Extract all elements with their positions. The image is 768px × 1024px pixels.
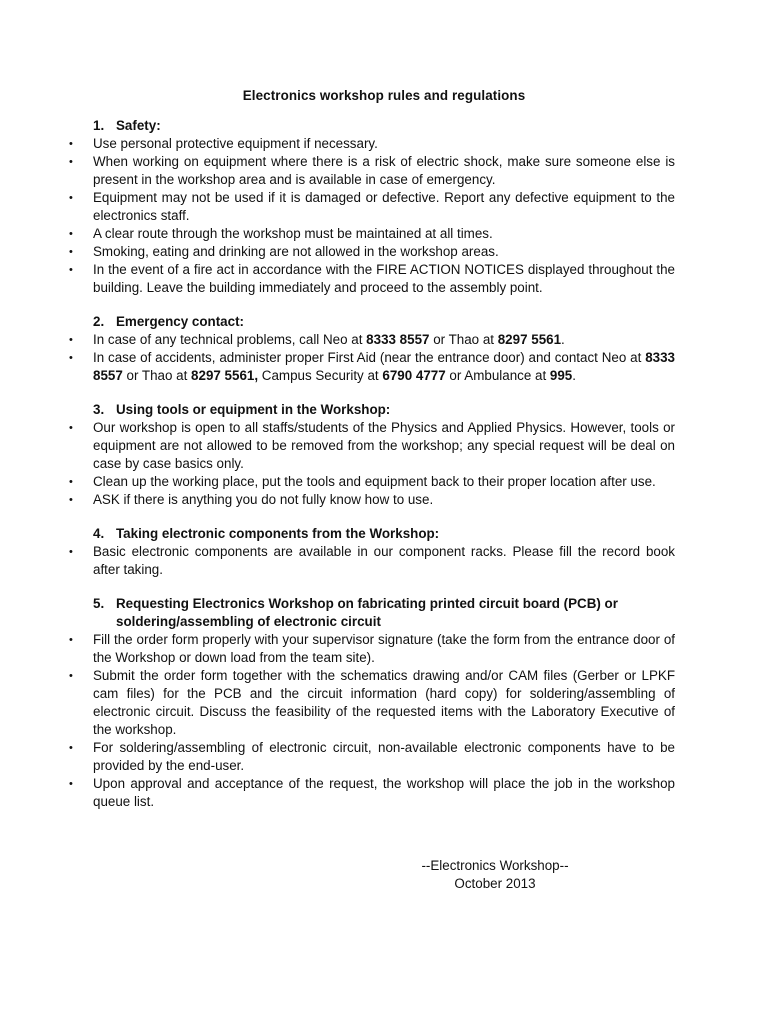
bullet-list (65, 331, 675, 385)
item-text: In case of any technical problems, call Neo at (93, 332, 367, 347)
phone-number: 995 (549, 368, 573, 383)
phone-number: 6790 4777 (382, 368, 446, 383)
bullet-list (65, 631, 675, 811)
list-item (65, 419, 675, 473)
bullet-icon: • (69, 352, 73, 364)
list-item (65, 349, 675, 385)
item-text: In case of accidents, administer proper First Aid (near the entrance door) and contact Neo at (93, 350, 646, 365)
phone-number: 8297 5561, (191, 368, 259, 383)
list-item (65, 739, 675, 775)
item-text: . (561, 332, 565, 347)
section-heading (65, 401, 675, 419)
bullet-icon: • (69, 670, 73, 682)
bullet-icon: • (69, 192, 73, 204)
bullet-icon: • (69, 264, 73, 276)
item-text: Fill the order form properly with your supervisor signature (take the form from the entrance door of the Workshop or down load from the team site). (93, 632, 675, 665)
bullet-list (65, 419, 675, 509)
item-text: Basic electronic components are available in our component racks. Please fill the record book after taking. (93, 544, 675, 577)
section-heading-text: Taking electronic components from the Workshop: (116, 526, 440, 541)
item-text: Equipment may not be used if it is damaged or defective. Report any defective equipment to the electronics staff. (93, 190, 675, 223)
section-heading-text: Requesting Electronics Workshop on fabricating printed circuit board (PCB) or soldering/assembling of electronic circuit (116, 596, 618, 629)
bullet-icon: • (69, 742, 73, 754)
bullet-icon: • (69, 546, 73, 558)
section-heading (65, 595, 675, 631)
bullet-icon: • (69, 334, 73, 346)
section-heading (65, 313, 675, 331)
list-item (65, 667, 675, 739)
item-text: . (572, 368, 576, 383)
list-item (65, 243, 675, 261)
item-text: For soldering/assembling of electronic circuit, non-available electronic components have to be provided by the end-user. (93, 740, 675, 773)
section-number: 2. (93, 314, 105, 329)
bullet-icon: • (69, 476, 73, 488)
section-heading (65, 117, 675, 135)
list-item (65, 189, 675, 225)
section-number: 1. (93, 118, 105, 133)
bullet-icon: • (69, 494, 73, 506)
document-title: Electronics workshop rules and regulations (242, 88, 526, 103)
list-item (65, 225, 675, 243)
section-number: 3. (93, 402, 105, 417)
bullet-icon: • (69, 156, 73, 168)
bullet-icon: • (69, 778, 73, 790)
document-date: October 2013 (454, 876, 536, 891)
item-text: or Thao at (122, 368, 192, 383)
item-text: Upon approval and acceptance of the request, the workshop will place the job in the workshop queue list. (93, 776, 675, 809)
section-heading (65, 525, 675, 543)
item-text: Campus Security at (258, 368, 383, 383)
item-text: Use personal protective equipment if necessary. (93, 136, 378, 151)
list-item (65, 775, 675, 811)
bullet-list (65, 543, 675, 579)
list-item (65, 631, 675, 667)
item-text: or Ambulance at (445, 368, 550, 383)
section-number: 5. (93, 596, 105, 611)
section-heading-text: Using tools or equipment in the Workshop: (116, 402, 391, 417)
bullet-icon: • (69, 634, 73, 646)
list-item (65, 153, 675, 189)
phone-number: 8333 8557 (93, 350, 675, 383)
item-text: In the event of a fire act in accordance with the FIRE ACTION NOTICES displayed throughout the building. Leave the building immediately and proceed to the assembly point. (93, 262, 675, 295)
section-4 (65, 525, 675, 579)
section-1 (65, 117, 675, 297)
section-heading-text: Safety: (116, 118, 161, 133)
item-text: When working on equipment where there is a risk of electric shock, make sure someone else is present in the workshop area and is available in case of emergency. (93, 154, 675, 187)
item-text: Clean up the working place, put the tools and equipment back to their proper location after use. (93, 474, 656, 489)
section-3 (65, 401, 675, 509)
item-text: Our workshop is open to all staffs/students of the Physics and Applied Physics. However, tools or equipment are not allowed to be removed from the workshop; any special request will be deal on case by case basics only. (93, 420, 675, 471)
section-2 (65, 313, 675, 385)
bullet-icon: • (69, 246, 73, 258)
phone-number: 8297 5561 (497, 332, 562, 347)
item-text: A clear route through the workshop must be maintained at all times. (93, 226, 493, 241)
item-text: or Thao at (429, 332, 498, 347)
list-item (65, 135, 675, 153)
bullet-icon: • (69, 228, 73, 240)
document-body (65, 117, 675, 827)
phone-number: 8333 8557 (366, 332, 430, 347)
item-text: Smoking, eating and drinking are not allowed in the workshop areas. (93, 244, 499, 259)
section-5 (65, 595, 675, 811)
signature-line: --Electronics Workshop-- (421, 858, 569, 873)
section-heading-text: Emergency contact: (116, 314, 244, 329)
bullet-icon: • (69, 422, 73, 434)
section-number: 4. (93, 526, 105, 541)
bullet-icon: • (69, 138, 73, 150)
list-item (65, 473, 675, 491)
list-item (65, 543, 675, 579)
list-item (65, 491, 675, 509)
list-item (65, 331, 675, 349)
item-text: ASK if there is anything you do not fully know how to use. (93, 492, 434, 507)
list-item (65, 261, 675, 297)
item-text: Submit the order form together with the schematics drawing and/or CAM files (Gerber or LPKF cam files) for the PCB and the circuit information (hard copy) for soldering/assembling of electronic circuit. Discuss the feasibility of the requested items with the Laboratory Executive of the workshop. (93, 668, 675, 737)
bullet-list (65, 135, 675, 297)
